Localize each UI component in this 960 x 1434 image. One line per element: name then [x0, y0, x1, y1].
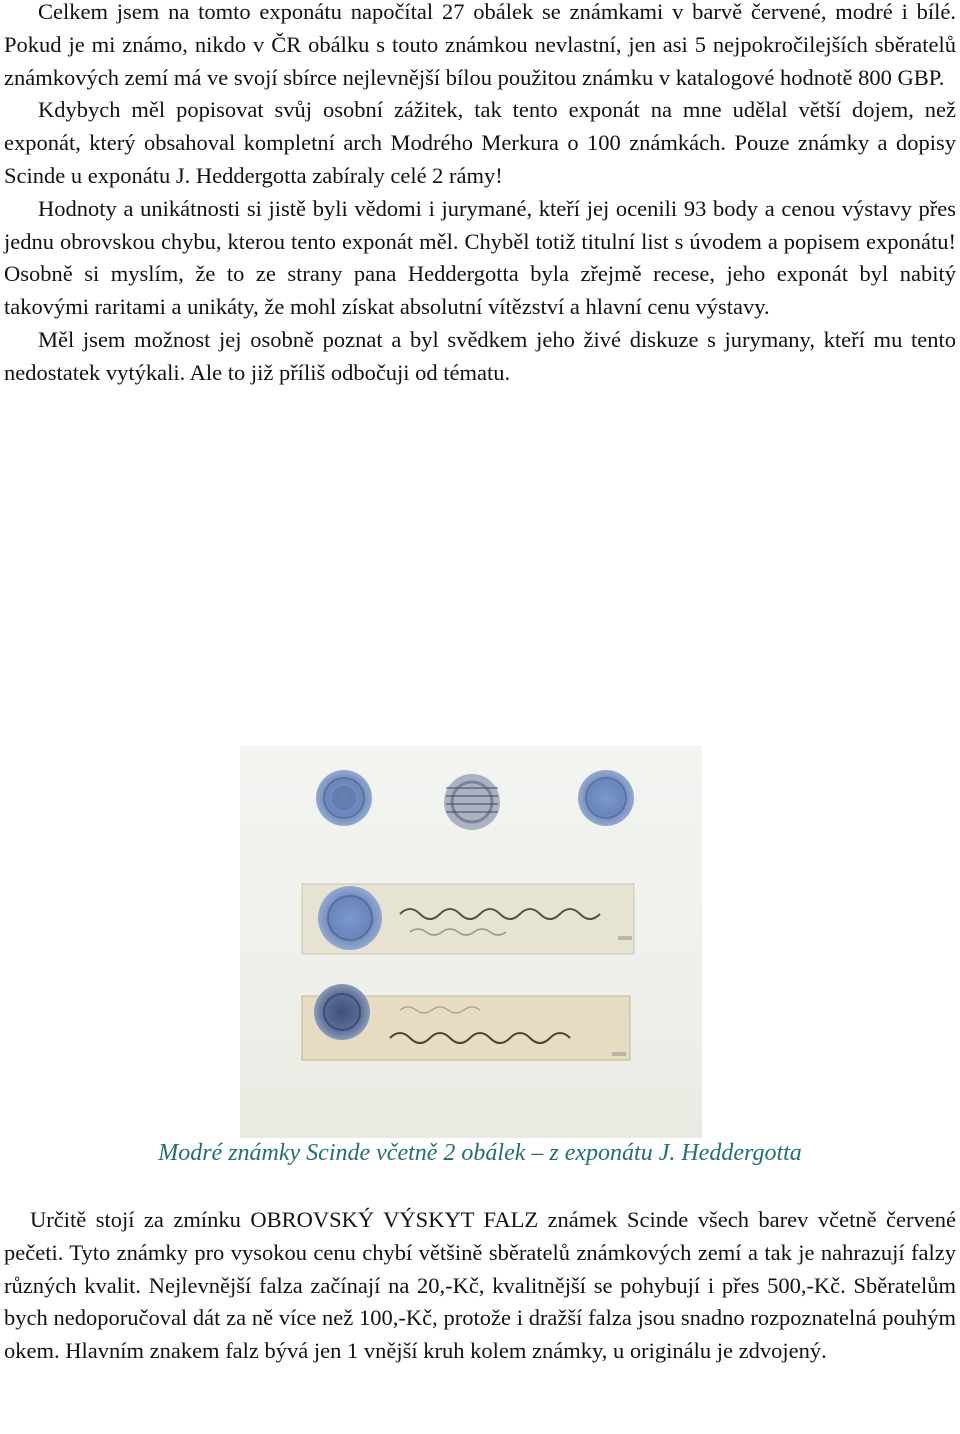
article-text-top [4, 0, 956, 390]
stamp-1 [316, 770, 372, 826]
paragraph: Hodnoty a unikátnosti si jistě byli vědomi i jurymané, kteří jej ocenili 93 body a cenou výstavy přes jednu obrovskou chybu, kterou tento exponát měl. Chyběl totiž titulní list s úvodem a popisem exponátu! Osobně si myslím, že to ze strany pana Heddergotta byla zřejmě recese, jeho exponát byl nabitý takovými raritami a unikáty, že mohl získat absolutní vítězství a hlavní cenu výstavy. [4, 195, 956, 320]
paragraph: Určitě stojí za zmínku OBROVSKÝ VÝSKYT FALZ známek Scinde všech barev včetně červené pečeti. Tyto známky pro vysokou cenu chybí většině sběratelů známkových zemí a tak je nahrazují falzy různých kvalit. Nejlevnější falza začínají na 20,-Kč, kvalitnější se pohybují i přes 500,-Kč. Sběratelům bych nedoporučoval dát za ně více než 100,-Kč, protože i dražší falza jsou snadno rozpoznatelná pouhým okem. Hlavním znakem falz bývá jen 1 vnější kruh kolem známky, u originálu je zdvojený. [4, 1207, 956, 1364]
scinde-stamps-photo [240, 746, 702, 1138]
envelope-1 [302, 884, 634, 954]
article-text-bottom [4, 1204, 956, 1368]
paragraph: Měl jsem možnost jej osobně poznat a byl svědkem jeho živé diskuze s jurymany, kteří mu tento nedostatek vytýkali. Ale to již příliš odbočuji od tématu. [4, 326, 956, 385]
paragraph: Kdybych měl popisovat svůj osobní zážitek, tak tento exponát na mne udělal větší dojem, než exponát, který obsahoval kompletní arch Modrého Merkura o 100 známkách. Pouze známky a dopisy Scinde u exponátu J. Heddergotta zabíraly celé 2 rámy! [4, 97, 956, 188]
envelope-2 [302, 984, 630, 1060]
paragraph: Celkem jsem na tomto exponátu napočítal 27 obálek se známkami v barvě červené, modré i bílé. Pokud je mi známo, nikdo v ČR obálku s touto známkou nevlastní, jen asi 5 nejpokročilejších sběratelů známkových zemí má ve svojí sbírce nejlevnější bílou použitou známku v katalogové hodnotě 800 GBP. [4, 0, 956, 90]
photo-illustration [240, 746, 702, 1138]
stamp-3 [578, 770, 634, 826]
stamp-2 [444, 774, 500, 830]
figure-caption: Modré známky Scinde včetně 2 obálek – z exponátu J. Heddergotta [158, 1140, 802, 1166]
